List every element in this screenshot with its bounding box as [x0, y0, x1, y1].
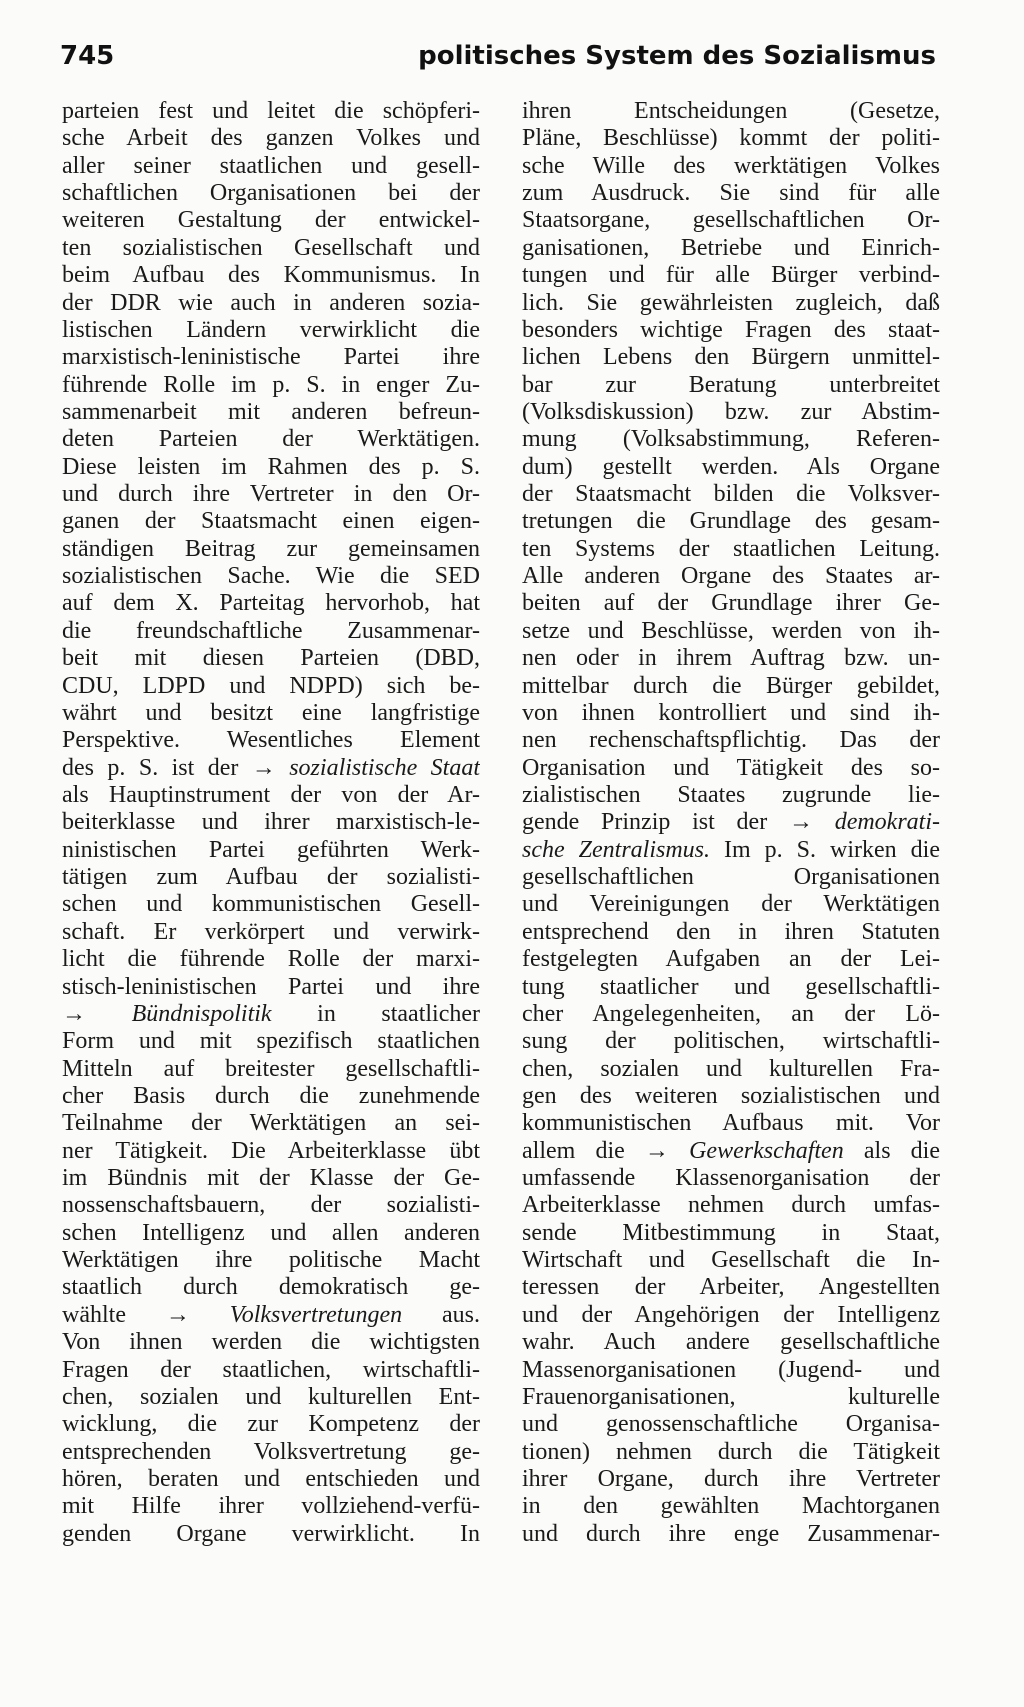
- text-segment: sche Arbeit des ganzen Volkes und: [62, 125, 480, 152]
- text-segment: Im p. S. wirken die: [710, 836, 940, 863]
- text-segment: von ihnen kontrolliert und sind ih-: [522, 699, 940, 726]
- text-segment: im Bündnis mit der Klasse der Ge-: [62, 1165, 480, 1192]
- text-segment: als Hauptinstrument der von der Ar-: [62, 781, 480, 808]
- text-line: [522, 891, 940, 918]
- text-segment: führende Rolle im p. S. in enger Zu-: [62, 371, 480, 398]
- cross-reference-term: sozialistische Staat: [289, 754, 480, 781]
- text-segment: lich. Sie gewährleisten zugleich, daß: [522, 289, 940, 316]
- text-line: [522, 262, 940, 289]
- text-segment: währt und besitzt eine langfristige: [62, 699, 480, 726]
- text-line: [522, 782, 940, 809]
- text-line: [522, 1247, 940, 1274]
- text-line: [522, 1329, 940, 1356]
- text-segment: (Volksdiskussion) bzw. zur Abstim-: [522, 398, 940, 425]
- text-segment: Diese leisten im Rahmen des p. S.: [62, 453, 480, 480]
- text-segment: wahr. Auch andere gesellschaftliche: [522, 1329, 940, 1356]
- text-line: [522, 1439, 940, 1466]
- text-segment: deten Parteien der Werktätigen.: [62, 426, 480, 453]
- text-segment: ten sozialistischen Gesellschaft und: [62, 234, 480, 261]
- text-segment: stisch-leninistischen Partei und ihre: [62, 973, 480, 1000]
- text-line: [62, 891, 480, 918]
- text-line: [62, 481, 480, 508]
- text-segment: cher Basis durch die zunehmende: [62, 1082, 480, 1109]
- text-line: [62, 536, 480, 563]
- text-segment: ninistischen Partei geführten Werk-: [62, 836, 480, 863]
- text-line: [522, 454, 940, 481]
- text-line: [62, 1493, 480, 1520]
- page-header: [60, 36, 936, 76]
- text-line: [62, 207, 480, 234]
- text-segment: Organisation und Tätigkeit des so-: [522, 754, 940, 781]
- text-line: [62, 1274, 480, 1301]
- text-segment: Wirtschaft und Gesellschaft die In-: [522, 1247, 940, 1274]
- text-segment: auf dem X. Parteitag hervorhob, hat: [62, 590, 480, 617]
- text-line: [522, 1302, 940, 1329]
- text-segment: Mitteln auf breitester gesellschaftli-: [62, 1055, 480, 1082]
- text-segment: und der Angehörigen der Intelligenz: [522, 1301, 940, 1328]
- text-line: [522, 618, 940, 645]
- text-line: [522, 919, 940, 946]
- text-line: [62, 755, 480, 782]
- text-line: [62, 235, 480, 262]
- text-line: [62, 399, 480, 426]
- text-segment: ganisationen, Betriebe und Einrich-: [522, 234, 940, 261]
- text-segment: schaft. Er verkörpert und verwirk-: [62, 918, 480, 945]
- text-line: [522, 426, 940, 453]
- text-segment: tretungen die Grundlage des gesam-: [522, 508, 940, 535]
- text-segment: listischen Ländern verwirklicht die: [62, 316, 480, 343]
- text-segment: parteien fest und leitet die schöpferi-: [62, 98, 480, 124]
- text-segment: teressen der Arbeiter, Angestellten: [522, 1274, 940, 1301]
- text-segment: tätigen zum Aufbau der sozialisti-: [62, 864, 480, 891]
- text-segment: genden Organe verwirklicht. In: [62, 1520, 480, 1547]
- text-segment: hören, beraten und entschieden und: [62, 1465, 480, 1492]
- text-line: [522, 590, 940, 617]
- text-segment: dum) gestellt werden. Als Organe: [522, 453, 940, 480]
- text-segment: in den gewählten Machtorganen: [522, 1493, 940, 1520]
- text-segment: mittelbar durch die Bürger gebildet,: [522, 672, 940, 699]
- text-line: [62, 153, 480, 180]
- text-segment: Frauenorganisationen, kulturelle: [522, 1383, 940, 1410]
- text-segment: die freundschaftliche Zusammenar-: [62, 617, 480, 644]
- text-segment: beit mit diesen Parteien (DBD,: [62, 645, 480, 672]
- text-line: [62, 1302, 480, 1329]
- text-segment: Werktätigen ihre politische Macht: [62, 1247, 480, 1274]
- text-line: [522, 1110, 940, 1137]
- text-line: [522, 837, 940, 864]
- text-segment: lichen Lebens den Bürgern unmittel-: [522, 344, 940, 371]
- text-line: [522, 317, 940, 344]
- text-column-right: [522, 98, 940, 1548]
- text-line: [62, 317, 480, 344]
- text-line: [62, 1384, 480, 1411]
- text-segment: weiteren Gestaltung der entwickel-: [62, 207, 480, 234]
- text-line: [522, 1411, 940, 1438]
- text-segment: ner Tätigkeit. Die Arbeiterklasse übt: [62, 1137, 480, 1164]
- text-segment: bar zur Beratung unterbreitet: [522, 371, 940, 398]
- text-segment: Von ihnen werden die wichtigsten: [62, 1329, 480, 1356]
- text-segment: umfassende Klassenorganisation der: [522, 1165, 940, 1192]
- text-line: [62, 1110, 480, 1137]
- text-segment: staatlich durch demokratisch ge-: [62, 1274, 480, 1301]
- text-column-left: [62, 98, 480, 1548]
- text-segment: sende Mitbestimmung in Staat,: [522, 1219, 940, 1246]
- text-line: [522, 1466, 940, 1493]
- text-line: [62, 1357, 480, 1384]
- page-number: 745: [60, 41, 115, 71]
- text-segment: tung staatlicher und gesellschaftli-: [522, 973, 940, 1000]
- text-line: [522, 1493, 940, 1520]
- cross-reference-term: Volksvertretungen: [229, 1301, 403, 1328]
- text-line: [522, 98, 940, 125]
- text-segment: beim Aufbau des Kommunismus. In: [62, 262, 480, 289]
- text-line: [62, 262, 480, 289]
- text-line: [62, 837, 480, 864]
- text-segment: in staatlicher: [271, 1000, 480, 1027]
- text-line: [62, 563, 480, 590]
- text-line: [522, 673, 940, 700]
- text-line: [62, 673, 480, 700]
- text-segment: schen und kommunistischen Gesell-: [62, 891, 480, 918]
- text-segment: tungen und für alle Bürger verbind-: [522, 262, 940, 289]
- text-line: [522, 1056, 940, 1083]
- text-segment: schaftlichen Organisationen bei der: [62, 180, 480, 207]
- text-line: [62, 1247, 480, 1274]
- text-line: [522, 700, 940, 727]
- text-segment: ihren Entscheidungen (Gesetze,: [522, 98, 940, 124]
- text-segment: wicklung, die zur Kompetenz der: [62, 1411, 480, 1438]
- text-line: [522, 290, 940, 317]
- text-segment: festgelegten Aufgaben an der Lei-: [522, 946, 940, 973]
- text-line: [522, 1083, 940, 1110]
- text-line: [62, 1083, 480, 1110]
- text-segment: Massenorganisationen (Jugend- und: [522, 1356, 940, 1383]
- text-segment: allem die →: [522, 1137, 690, 1164]
- text-line: [522, 1521, 940, 1548]
- text-segment: gesellschaftlichen Organisationen: [522, 864, 940, 891]
- cross-reference-term: sche Zentralismus.: [522, 836, 711, 863]
- text-segment: nen oder in ihrem Auftrag bzw. un-: [522, 645, 940, 672]
- text-segment: und durch ihre Vertreter in den Or-: [62, 481, 480, 508]
- text-segment: ihrer Organe, durch ihre Vertreter: [522, 1465, 940, 1492]
- cross-reference-term: Gewerkschaften: [689, 1137, 844, 1164]
- text-segment: beiten auf der Grundlage ihrer Ge-: [522, 590, 940, 617]
- text-segment: ten Systems der staatlichen Leitung.: [522, 535, 940, 562]
- text-segment: sammenarbeit mit anderen befreun-: [62, 398, 480, 425]
- text-segment: Form und mit spezifisch staatlichen: [62, 1028, 480, 1055]
- text-segment: Arbeiterklasse nehmen durch umfas-: [522, 1192, 940, 1219]
- text-segment: des p. S. ist der →: [62, 754, 290, 781]
- text-line: [522, 235, 940, 262]
- text-line: [62, 809, 480, 836]
- text-segment: chen, sozialen und kulturellen Ent-: [62, 1383, 480, 1410]
- text-segment: licht die führende Rolle der marxi-: [62, 946, 480, 973]
- text-line: [62, 946, 480, 973]
- text-segment: Teilnahme der Werktätigen an sei-: [62, 1110, 480, 1137]
- text-line: [62, 1411, 480, 1438]
- text-line: [522, 1384, 940, 1411]
- text-segment: Pläne, Beschlüsse) kommt der politi-: [522, 125, 940, 152]
- text-line: [62, 1439, 480, 1466]
- text-segment: mit Hilfe ihrer vollziehend-verfü-: [62, 1493, 480, 1520]
- text-segment: nossenschaftsbauern, der sozialisti-: [62, 1192, 480, 1219]
- text-line: [62, 727, 480, 754]
- text-segment: sche Wille des werktätigen Volkes: [522, 152, 940, 179]
- text-segment: besonders wichtige Fragen des staat-: [522, 316, 940, 343]
- text-line: [522, 180, 940, 207]
- text-segment: wählte →: [62, 1301, 230, 1328]
- text-line: [62, 1138, 480, 1165]
- text-line: [522, 864, 940, 891]
- text-line: [522, 1028, 940, 1055]
- text-line: [62, 1165, 480, 1192]
- text-line: [522, 1274, 940, 1301]
- text-segment: Perspektive. Wesentliches Element: [62, 727, 480, 754]
- text-line: [522, 399, 940, 426]
- text-line: [522, 344, 940, 371]
- text-segment: aller seiner staatlichen und gesell-: [62, 152, 480, 179]
- text-segment: der Staatsmacht bilden die Volksver-: [522, 481, 940, 508]
- running-title: politisches System des Sozialismus: [418, 41, 936, 71]
- text-line: [522, 645, 940, 672]
- text-line: [522, 727, 940, 754]
- text-segment: chen, sozialen und kulturellen Fra-: [522, 1055, 940, 1082]
- text-segment: gende Prinzip ist der →: [522, 809, 835, 836]
- text-line: [522, 1357, 940, 1384]
- text-line: [522, 207, 940, 234]
- text-segment: Staatsorgane, gesellschaftlichen Or-: [522, 207, 940, 234]
- text-segment: Alle anderen Organe des Staates ar-: [522, 563, 940, 590]
- text-line: [62, 645, 480, 672]
- cross-reference-term: demokrati-: [834, 809, 940, 836]
- text-line: [62, 98, 480, 125]
- text-segment: kommunistischen Aufbaus mit. Vor: [522, 1110, 940, 1137]
- text-line: [522, 481, 940, 508]
- text-line: [62, 919, 480, 946]
- text-segment: mung (Volksabstimmung, Referen-: [522, 426, 940, 453]
- text-line: [62, 426, 480, 453]
- text-line: [62, 372, 480, 399]
- text-line: [62, 290, 480, 317]
- text-line: [62, 508, 480, 535]
- text-segment: setze und Beschlüsse, werden von ih-: [522, 617, 940, 644]
- text-line: [62, 864, 480, 891]
- text-line: [522, 946, 940, 973]
- text-line: [62, 1329, 480, 1356]
- text-line: [62, 974, 480, 1001]
- text-line: [522, 536, 940, 563]
- text-line: [62, 700, 480, 727]
- text-segment: Fragen der staatlichen, wirtschaftli-: [62, 1356, 480, 1383]
- text-line: [522, 563, 940, 590]
- text-segment: gen des weiteren sozialistischen und: [522, 1082, 940, 1109]
- text-line: [62, 180, 480, 207]
- text-segment: zialistischen Staates zugrunde lie-: [522, 781, 940, 808]
- text-segment: als die: [843, 1137, 940, 1164]
- text-line: [62, 1001, 480, 1028]
- text-segment: und Vereinigungen der Werktätigen: [522, 891, 940, 918]
- text-segment: beiterklasse und ihrer marxistisch-le-: [62, 809, 480, 836]
- text-line: [62, 1521, 480, 1548]
- text-line: [522, 809, 940, 836]
- text-segment: der DDR wie auch in anderen sozia-: [62, 289, 480, 316]
- text-line: [522, 974, 940, 1001]
- text-segment: und genossenschaftliche Organisa-: [522, 1411, 940, 1438]
- text-line: [522, 1192, 940, 1219]
- text-line: [62, 1028, 480, 1055]
- text-segment: schen Intelligenz und allen anderen: [62, 1219, 480, 1246]
- cross-reference-term: Bündnispolitik: [131, 1000, 272, 1027]
- text-line: [62, 125, 480, 152]
- text-line: [522, 372, 940, 399]
- text-segment: CDU, LDPD und NDPD) sich be-: [62, 672, 480, 699]
- text-line: [522, 1001, 940, 1028]
- text-line: [522, 508, 940, 535]
- text-segment: sozialistischen Sache. Wie die SED: [62, 563, 480, 590]
- text-line: [62, 344, 480, 371]
- text-segment: entsprechenden Volksvertretung ge-: [62, 1438, 480, 1465]
- text-line: [62, 590, 480, 617]
- text-segment: ständigen Beitrag zur gemeinsamen: [62, 535, 480, 562]
- text-segment: nen rechenschaftspflichtig. Das der: [522, 727, 940, 754]
- text-segment: entsprechend den in ihren Statuten: [522, 918, 940, 945]
- text-line: [522, 153, 940, 180]
- text-line: [62, 1192, 480, 1219]
- text-line: [62, 1220, 480, 1247]
- text-line: [62, 782, 480, 809]
- text-line: [62, 618, 480, 645]
- text-line: [522, 125, 940, 152]
- text-segment: und durch ihre enge Zusammenar-: [522, 1520, 940, 1547]
- text-line: [522, 1165, 940, 1192]
- text-line: [62, 454, 480, 481]
- text-segment: cher Angelegenheiten, an der Lö-: [522, 1000, 940, 1027]
- text-line: [62, 1466, 480, 1493]
- text-segment: sung der politischen, wirtschaftli-: [522, 1028, 940, 1055]
- text-segment: aus.: [402, 1301, 480, 1328]
- text-segment: tionen) nehmen durch die Tätigkeit: [522, 1438, 940, 1465]
- text-line: [522, 1138, 940, 1165]
- text-line: [522, 1220, 940, 1247]
- text-segment: marxistisch-leninistische Partei ihre: [62, 344, 480, 371]
- text-segment: →: [62, 1000, 132, 1027]
- text-segment: zum Ausdruck. Sie sind für alle: [522, 180, 940, 207]
- text-segment: ganen der Staatsmacht einen eigen-: [62, 508, 480, 535]
- text-line: [522, 755, 940, 782]
- text-line: [62, 1056, 480, 1083]
